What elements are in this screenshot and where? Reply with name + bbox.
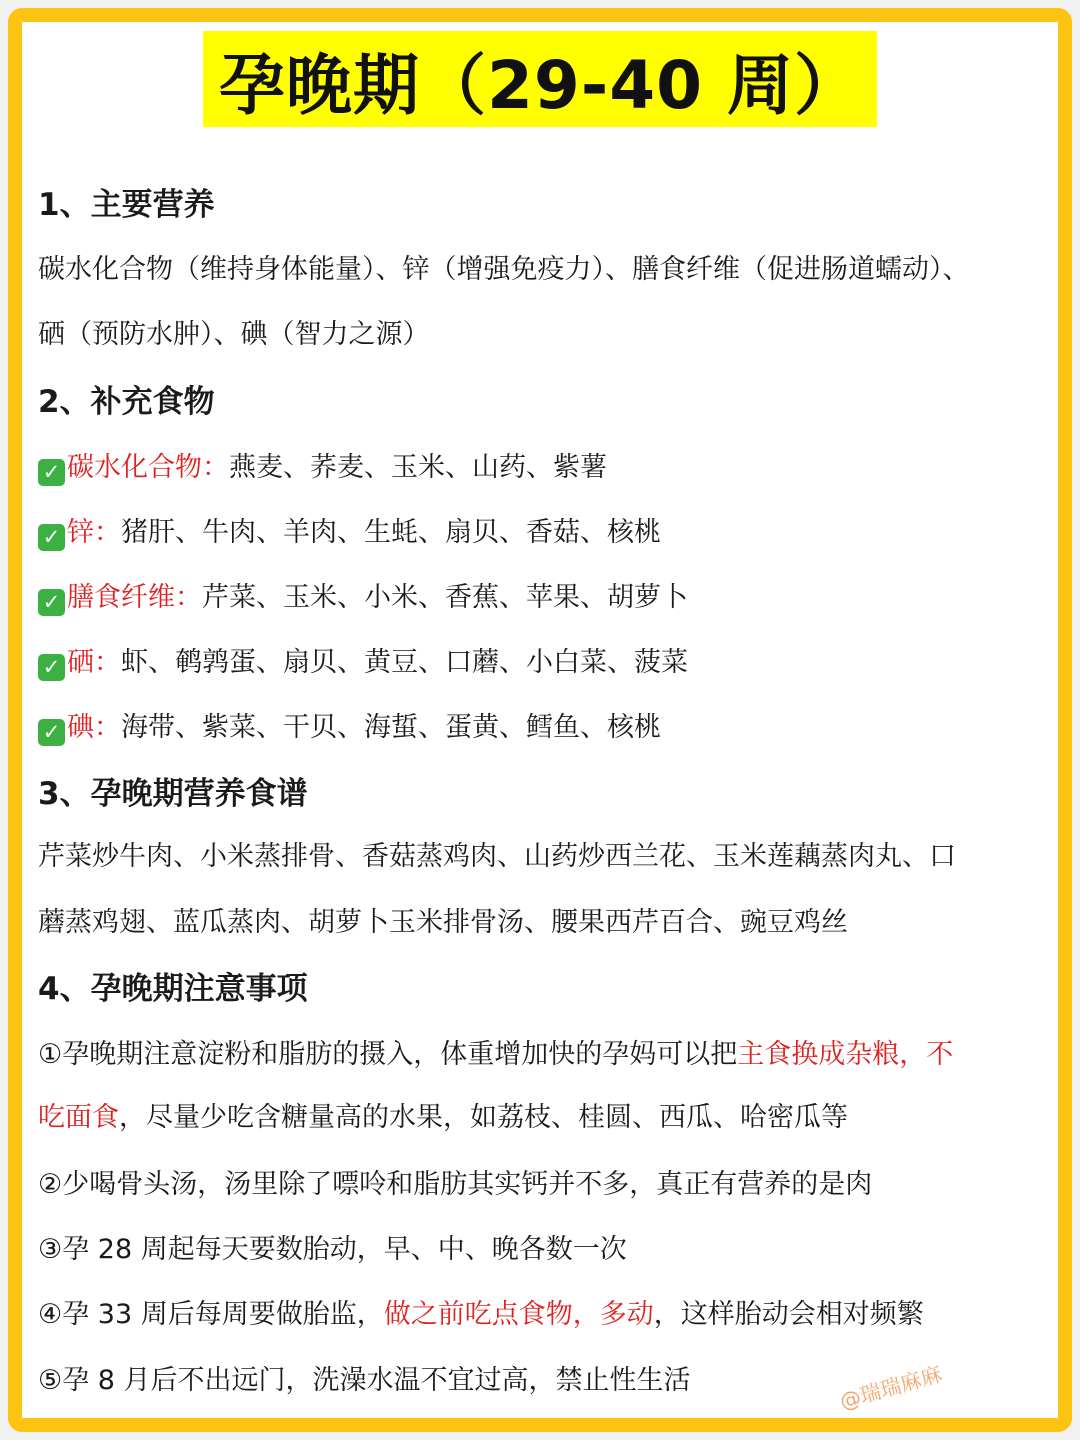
note-2: ②少喝骨头汤，汤里除了嘌呤和脂肪其实钙并不多，真正有营养的是肉 — [38, 1169, 873, 1200]
food-item-text: 芹菜、玉米、小米、香蕉、苹果、胡萝卜 — [202, 582, 688, 613]
check-icon: ✓ — [38, 589, 65, 616]
section-heading-foods: 2、补充食物 — [38, 384, 215, 420]
food-item-selenium — [38, 640, 688, 681]
section-heading-nutrition: 1、主要营养 — [38, 187, 215, 223]
food-item-carbs — [38, 445, 607, 486]
check-icon: ✓ — [38, 459, 65, 486]
recipes-text-line-1: 芹菜炒牛肉、小米蒸排骨、香菇蒸鸡肉、山药炒西兰花、玉米莲藕蒸肉丸、口 — [38, 841, 956, 872]
recipes-text-line-2: 蘑蒸鸡翅、蓝瓜蒸肉、胡萝卜玉米排骨汤、腰果西芹百合、豌豆鸡丝 — [38, 907, 848, 938]
food-item-label: 碳水化合物： — [67, 452, 229, 483]
watermark: @瑞瑞麻麻 — [837, 1361, 945, 1414]
food-item-label: 锌： — [67, 517, 121, 548]
check-icon: ✓ — [38, 654, 65, 681]
note-text: ，尽量少吃含糖量高的水果，如荔枝、桂圆、西瓜、哈密瓜等 — [119, 1102, 848, 1133]
section-heading-notes: 4、孕晚期注意事项 — [38, 971, 308, 1007]
food-item-text: 猪肝、牛肉、羊肉、生蚝、扇贝、香菇、核桃 — [121, 517, 661, 548]
nutrition-text-line-1: 碳水化合物（维持身体能量）、锌（增强免疫力）、膳食纤维（促进肠道蠕动）、 — [38, 254, 970, 285]
check-icon: ✓ — [38, 719, 65, 746]
food-item-label: 碘： — [67, 712, 121, 743]
note-text: ①孕晚期注意淀粉和脂肪的摄入，体重增加快的孕妈可以把 — [38, 1039, 738, 1070]
note-3: ③孕 28 周起每天要数胎动，早、中、晚各数一次 — [38, 1234, 627, 1265]
note-text: ，这样胎动会相对频繁 — [653, 1299, 924, 1330]
note-1-line-1 — [38, 1032, 953, 1071]
food-item-text: 海带、紫菜、干贝、海蜇、蛋黄、鳕鱼、核桃 — [121, 712, 661, 743]
food-item-label: 膳食纤维： — [67, 582, 202, 613]
note-highlight: 主食换成杂粮，不 — [737, 1039, 954, 1070]
food-item-fiber — [38, 575, 688, 616]
note-1-line-2 — [38, 1095, 848, 1134]
note-highlight: 吃面食 — [38, 1102, 119, 1133]
food-item-zinc — [38, 510, 661, 551]
note-text: ④孕 33 周后每周要做胎监， — [38, 1299, 384, 1330]
food-item-iodine — [38, 705, 661, 746]
section-heading-recipes: 3、孕晚期营养食谱 — [38, 776, 308, 812]
food-item-label: 硒： — [67, 647, 121, 678]
check-icon: ✓ — [38, 524, 65, 551]
note-4 — [38, 1292, 924, 1331]
note-highlight: 做之前吃点食物，多动 — [383, 1299, 654, 1330]
food-item-text: 燕麦、荞麦、玉米、山药、紫薯 — [229, 452, 607, 483]
note-5: ⑤孕 8 月后不出远门，洗澡水温不宜过高，禁止性生活 — [38, 1365, 691, 1396]
food-item-text: 虾、鹌鹑蛋、扇贝、黄豆、口蘑、小白菜、菠菜 — [121, 647, 688, 678]
page-title: 孕晚期（29-40 周） — [203, 31, 877, 127]
nutrition-text-line-2: 硒（预防水肿）、碘（智力之源） — [38, 319, 430, 350]
